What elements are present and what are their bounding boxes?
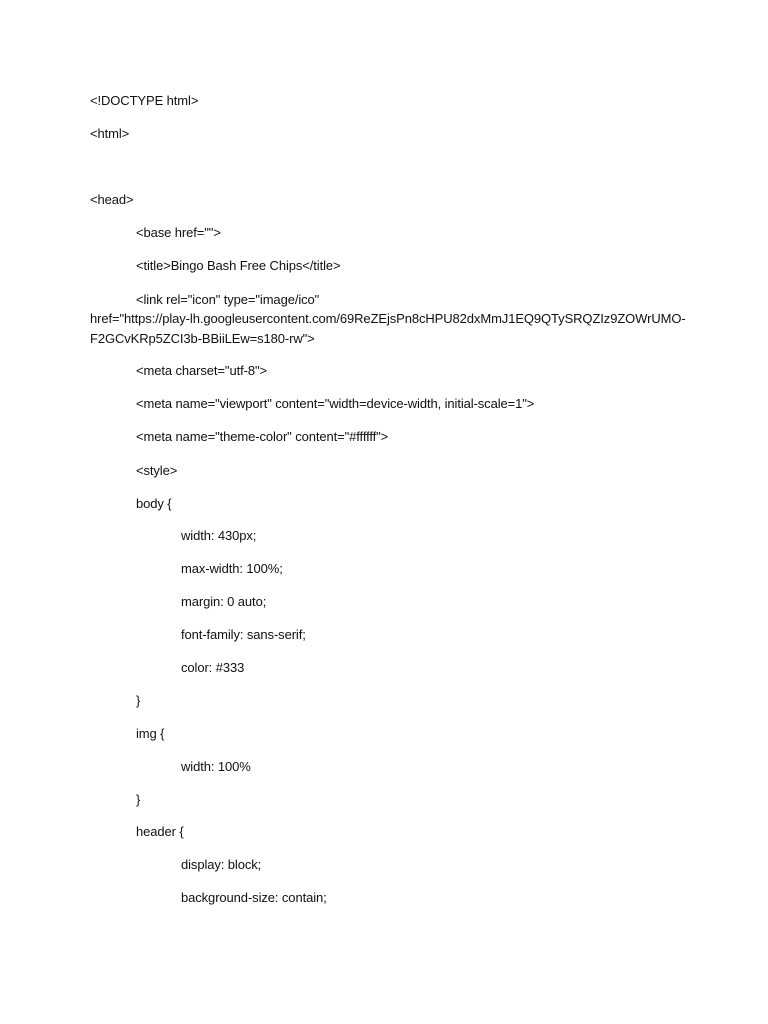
text-line: display: block; <box>181 857 262 872</box>
text-line: <title>Bingo Bash Free Chips</title> <box>136 258 341 273</box>
text-line: href="https://play-lh.googleusercontent.com/69ReZEjsPn8cHPU82dxMmJ1EQ9QTySRQZIz9ZOWrUMO- <box>90 311 686 326</box>
text-line: <link rel="icon" type="image/ico" <box>136 292 320 307</box>
text-line: } <box>136 693 141 708</box>
text-line: <style> <box>136 463 178 478</box>
text-line: body { <box>136 496 172 511</box>
text-line: <head> <box>90 192 134 207</box>
text-line: width: 430px; <box>181 528 257 543</box>
text-line: max-width: 100%; <box>181 561 283 576</box>
text-line: <meta name="viewport" content="width=device-width, initial-scale=1"> <box>136 396 535 411</box>
text-line: <html> <box>90 126 130 141</box>
text-line: } <box>136 792 141 807</box>
text-line: img { <box>136 726 165 741</box>
text-line: F2GCvKRp5ZCI3b-BBiiLEw=s180-rw"> <box>90 331 315 346</box>
text-line: <meta charset="utf-8"> <box>136 363 267 378</box>
text-line: <base href=""> <box>136 225 221 240</box>
text-line: <meta name="theme-color" content="#ffffff"> <box>136 429 389 444</box>
text-line: header { <box>136 824 184 839</box>
text-line: margin: 0 auto; <box>181 594 267 609</box>
text-line: width: 100% <box>181 759 251 774</box>
text-line: background-size: contain; <box>181 890 327 905</box>
text-line: <!DOCTYPE html> <box>90 93 199 108</box>
text-line: color: #333 <box>181 660 245 675</box>
text-line: font-family: sans-serif; <box>181 627 306 642</box>
